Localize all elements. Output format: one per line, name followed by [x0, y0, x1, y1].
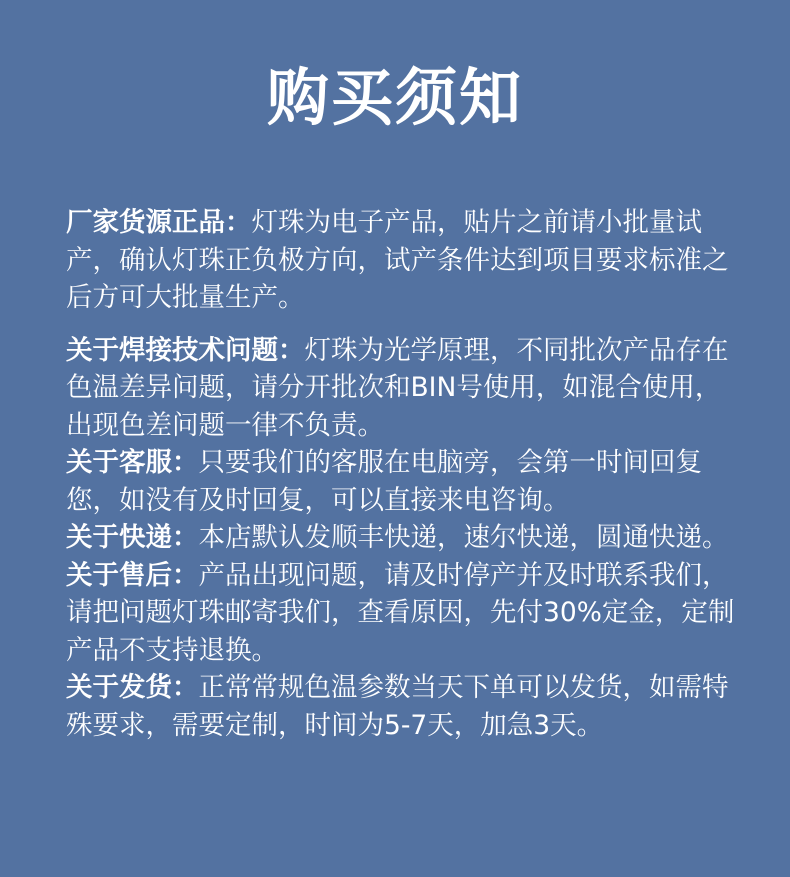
- notice-label: 关于焊接技术问题：: [66, 334, 305, 366]
- notice-express: [66, 519, 746, 557]
- notice-label: 关于快递：: [66, 522, 199, 553]
- notice-text: 产品出现问题，请及时停产并及时联系我们，请把问题灯珠邮寄我们，查看原因，先付30%定金，定制产品不支持退换。: [66, 559, 735, 666]
- notice-customer-service: [66, 444, 746, 519]
- notice-label: 厂家货源正品：: [66, 207, 252, 238]
- notice-label: 关于售后：: [66, 559, 199, 591]
- notice-text: 灯珠为光学原理，不同批次产品存在色温差异问题，请分开批次和BIN号使用，如混合使用，出现色差问题一律不负责。: [66, 334, 729, 441]
- notice-after-sales: [66, 557, 746, 670]
- notice-text: 只要我们的客服在电脑旁，会第一时间回复您，如没有及时回复，可以直接来电咨询。: [66, 447, 702, 516]
- notice-label: 关于发货：: [66, 672, 199, 703]
- notice-shipping: [66, 669, 746, 744]
- page-title: 购买须知: [266, 61, 523, 134]
- notice-text: 正常常规色温参数当天下单可以发货，如需特殊要求，需要定制，时间为5-7天，加急3天。: [66, 672, 729, 741]
- notice-label: 关于客服：: [66, 447, 199, 478]
- notice-soldering: [66, 332, 746, 445]
- notice-genuine-source: [66, 204, 746, 317]
- notice-text: 灯珠为电子产品，贴片之前请小批量试产，确认灯珠正负极方向，试产条件达到项目要求标准之后方可大批量生产。: [66, 207, 729, 313]
- notice-list: [66, 204, 746, 744]
- notice-text: 本店默认发顺丰快递，速尔快递，圆通快递。: [198, 522, 729, 553]
